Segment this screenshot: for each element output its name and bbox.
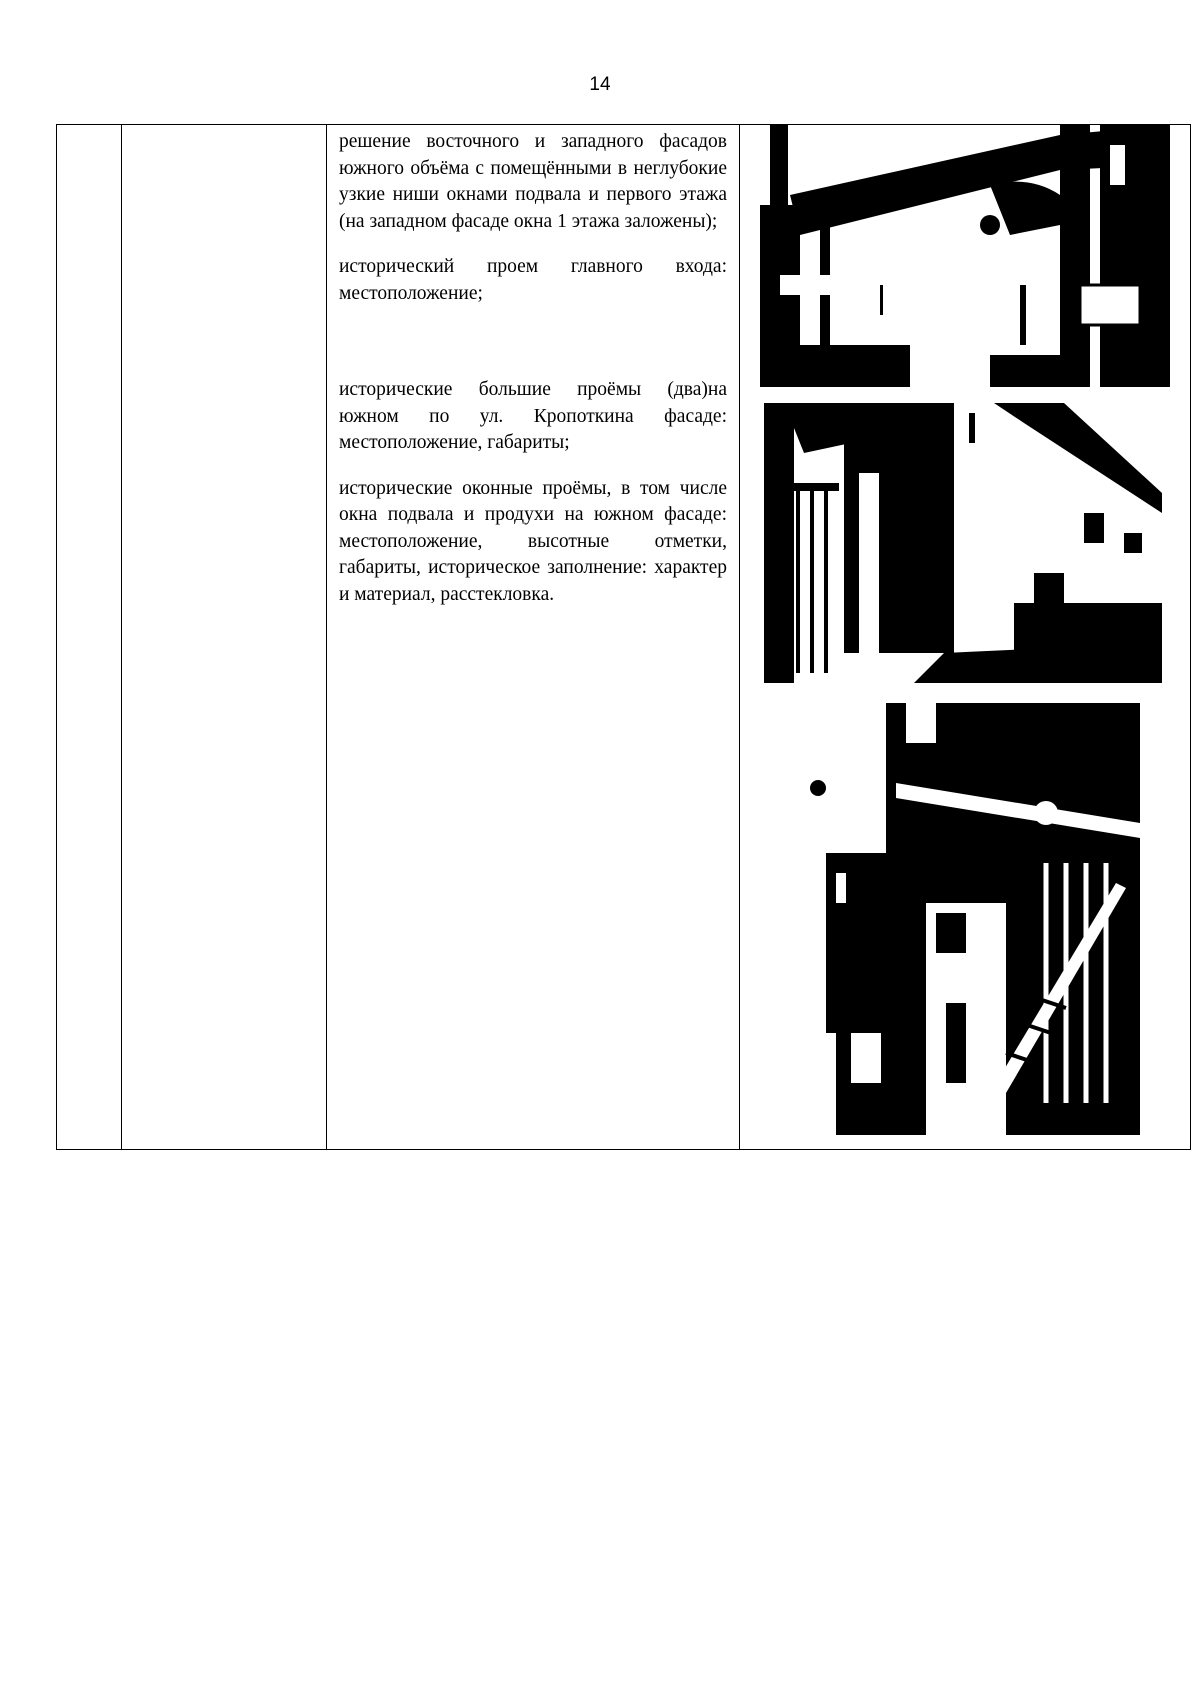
facade-photo xyxy=(764,403,1162,683)
photo-cell xyxy=(740,125,1191,1150)
protection-subject-table xyxy=(56,124,1191,1150)
description-paragraph: исторические оконные проёмы, в том числе окна подвала и продухи на южном фасаде: местоположение, высотные отметки, габариты, историческое заполнение: характер и материал, расстекловка. xyxy=(339,477,727,605)
description-cell xyxy=(327,125,740,1150)
description-paragraph: исторические большие проёмы (два)на южном по ул. Кропоткина фасаде: местоположение, габариты; xyxy=(339,379,727,453)
page-number: 14 xyxy=(589,74,611,95)
description-paragraph: исторический проем главного входа: местоположение; xyxy=(339,256,727,304)
element-cell xyxy=(122,125,327,1150)
index-cell xyxy=(57,125,122,1150)
description-paragraph: решение восточного и западного фасадов южного объёма с помещёнными в неглубокие узкие ниши окнами подвала и первого этажа (на западном фасаде окна 1 этажа заложены); xyxy=(339,131,727,232)
facade-photo xyxy=(796,703,1140,1135)
facade-photo xyxy=(760,125,1170,387)
table-row xyxy=(57,125,1191,1150)
